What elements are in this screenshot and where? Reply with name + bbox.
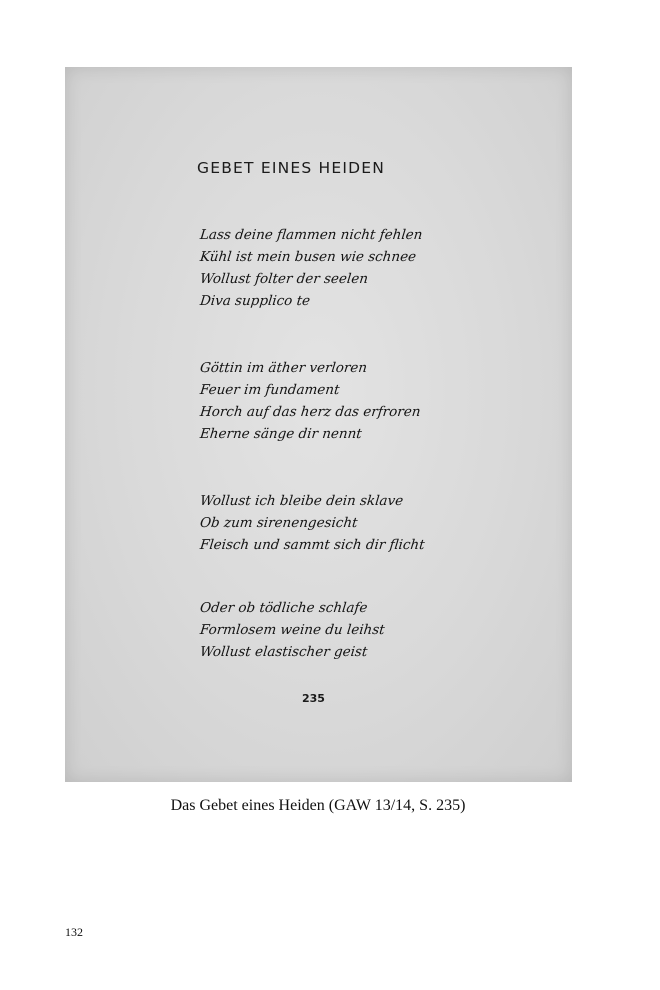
verse-line: Fleisch und sammt sich dir flicht <box>199 537 426 553</box>
stanza-4 <box>200 597 385 663</box>
verse-line: Kühl ist mein busen wie schnee <box>199 249 417 265</box>
verse-line: Horch auf das herz das erfroren <box>199 404 422 420</box>
figure-caption: Das Gebet eines Heiden (GAW 13/14, S. 235) <box>170 797 466 814</box>
stanza-3 <box>200 490 425 556</box>
verse-line: Wollust elastischer geist <box>199 644 369 660</box>
verse-line: Lass deine flammen nicht fehlen <box>199 227 424 243</box>
verse-line: Eherne sänge dir nennt <box>199 426 363 442</box>
page-number: 132 <box>65 925 83 939</box>
verse-line: Diva supplico te <box>199 293 311 309</box>
verse-line: Wollust folter der seelen <box>199 271 369 287</box>
stanza-2 <box>200 357 420 445</box>
verse-line: Oder ob tödliche schlafe <box>199 600 369 616</box>
verse-line: Göttin im äther verloren <box>199 360 368 376</box>
verse-line: Feuer im fundament <box>199 382 341 398</box>
stanza-1 <box>200 224 422 312</box>
poem-title: GEBET EINES HEIDEN <box>197 159 386 177</box>
verse-line: Formlosem weine du leihst <box>199 622 386 638</box>
facsimile-plate <box>65 67 572 782</box>
verse-line: Wollust ich bleibe dein sklave <box>199 493 404 509</box>
plate-page-number: 235 <box>302 692 325 705</box>
verse-line: Ob zum sirenengesicht <box>199 515 359 531</box>
